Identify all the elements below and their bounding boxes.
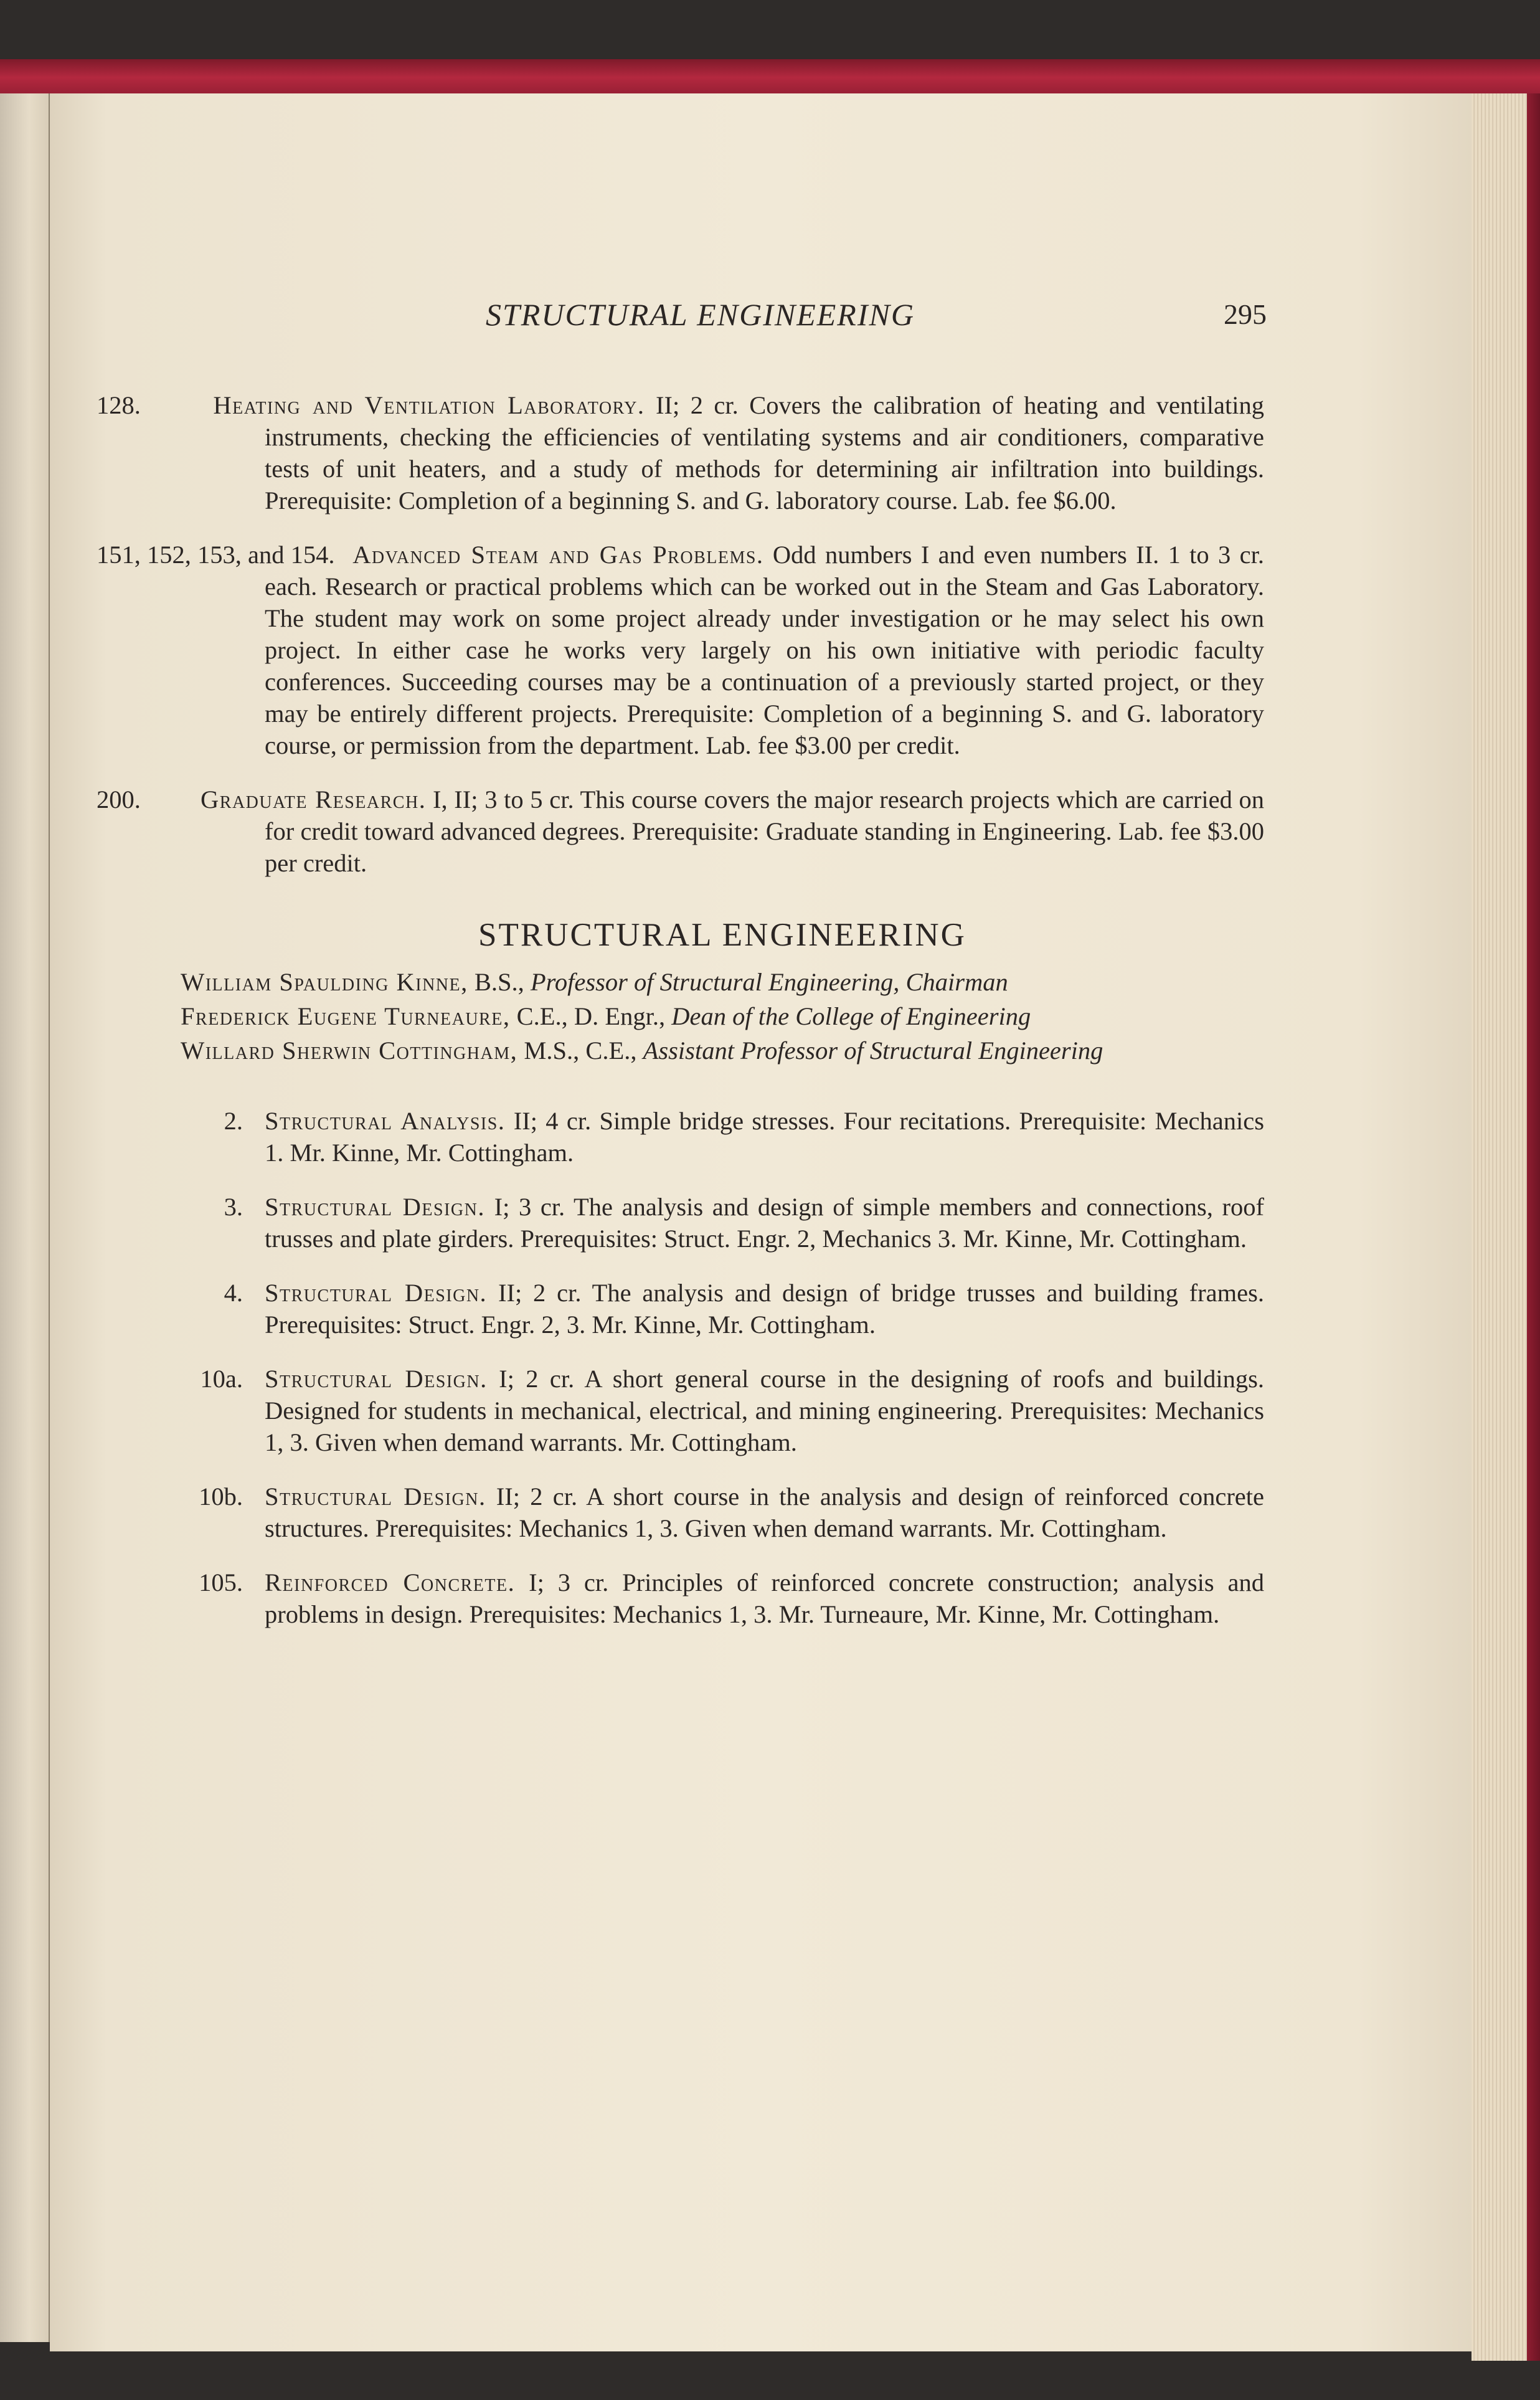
faculty-name: William Spaulding Kinne,	[181, 968, 468, 996]
faculty-name: Willard Sherwin Cottingham,	[181, 1036, 518, 1065]
page-content	[97, 389, 1265, 1653]
section-heading: STRUCTURAL ENGINEERING	[478, 917, 966, 953]
course-description: Odd numbers I and even numbers II. 1 to 3 cr. each. Research or practical problems which can be worked out in the Steam and Gas Laboratory. The student may work on some project already under investigation or he may select his own project. In either case he works very largely on his own initiative with periodic faculty conferences. Succeeding courses may be a continuation of a previously started project, or they may be entirely different projects. Prerequisite: Completion of a beginning S. and G. laboratory course, or permission from the department. Lab. fee $3.00 per credit.	[265, 541, 1264, 759]
course-name: Reinforced Concrete.	[265, 1568, 516, 1596]
faculty-degrees: M.S., C.E.,	[517, 1036, 643, 1065]
faculty-title: Professor of Structural Engineering, Chairman	[530, 968, 1008, 996]
course-entry-4	[181, 1277, 1264, 1340]
course-description: II; 2 cr. A short course in the analysis and design of reinforced concrete structures. Prerequisites: Mechanics 1, 3. Given when demand warrants. Mr. Cottingham.	[265, 1482, 1265, 1542]
faculty-member	[181, 1035, 1264, 1066]
course-description: I; 3 cr. Principles of reinforced concrete construction; analysis and problems in design. Prerequisites: Mechanics 1, 3. Mr. Turneaure, Mr. Kinne, Mr. Cottingham.	[265, 1568, 1264, 1628]
course-entry-3	[181, 1191, 1264, 1255]
continued-course-list	[97, 389, 1265, 879]
structural-course-list	[181, 1105, 1264, 1630]
faculty-list	[181, 966, 1264, 1066]
faculty-member	[181, 966, 1264, 998]
faculty-title: Dean of the College of Engineering	[671, 1002, 1031, 1030]
course-number: 105.	[199, 1568, 243, 1596]
course-name: Structural Design.	[265, 1482, 486, 1511]
previous-page-edge	[0, 93, 50, 2342]
course-number: 2.	[224, 1107, 243, 1135]
faculty-name: Frederick Eugene Turneaure,	[181, 1002, 511, 1030]
course-description: I; 3 cr. The analysis and design of simple members and connections, roof trusses and plate girders. Prerequisites: Struct. Engr. 2, Mechanics 3. Mr. Kinne, Mr. Cottingham.	[265, 1193, 1264, 1253]
course-entry-10b	[181, 1481, 1264, 1544]
course-number: 151, 152, 153, and 154.	[97, 541, 335, 569]
course-name: Structural Analysis.	[265, 1107, 506, 1135]
running-head	[0, 293, 1540, 336]
course-description: II; 2 cr. The analysis and design of bridge trusses and building frames. Prerequisites: Struct. Engr. 2, 3. Mr. Kinne, Mr. Cottingham.	[265, 1279, 1264, 1339]
course-description: II; 4 cr. Simple bridge stresses. Four recitations. Prerequisite: Mechanics 1. Mr. Kinne, Mr. Cottingham.	[265, 1107, 1264, 1167]
course-name: Structural Design.	[265, 1279, 488, 1307]
page-number: 295	[1224, 298, 1267, 330]
course-entry-2	[181, 1105, 1264, 1169]
course-description: I; 2 cr. A short general course in the designing of roofs and buildings. Designed for students in mechanical, electrical, and mining engineering. Prerequisites: Mechanics 1, 3. Given when demand warrants. Mr. Cottingham.	[265, 1365, 1264, 1456]
course-name: Structural Design.	[265, 1193, 485, 1221]
faculty-degrees: C.E., D. Engr.,	[510, 1002, 672, 1030]
faculty-title: Assistant Professor of Structural Engineering	[643, 1036, 1103, 1065]
faculty-member	[181, 1000, 1264, 1032]
faculty-degrees: B.S.,	[468, 968, 531, 996]
course-number: 10b.	[199, 1482, 243, 1511]
running-title: STRUCTURAL ENGINEERING	[486, 297, 915, 332]
course-name: Advanced Steam and Gas Problems.	[352, 541, 764, 569]
course-name: Heating and Ventilation Laboratory.	[213, 391, 645, 419]
course-entry-151-154	[97, 539, 1264, 761]
course-description: I, II; 3 to 5 cr. This course covers the major research projects which are carried on for credit toward advanced degrees. Prerequisite: Graduate standing in Engineering. Lab. fee $3.00 per credit.	[265, 785, 1265, 877]
course-entry-200	[181, 784, 1264, 879]
course-name: Structural Design.	[265, 1365, 488, 1393]
course-entry-128	[181, 389, 1264, 516]
course-number: 3.	[224, 1193, 243, 1221]
course-description: II; 2 cr. Covers the calibration of heating and ventilating instruments, checking the efficiencies of ventilating systems and air conditioners, comparative tests of unit heaters, and a study of methods for determining air infiltration into buildings. Prerequisite: Completion of a beginning S. and G. laboratory course. Lab. fee $6.00.	[265, 391, 1264, 515]
course-entry-105	[181, 1567, 1264, 1630]
course-number: 4.	[224, 1279, 243, 1307]
course-number: 10a.	[200, 1365, 243, 1393]
book-cover-right	[1527, 93, 1540, 2361]
course-entry-10a	[181, 1363, 1264, 1458]
course-name: Graduate Research.	[201, 785, 427, 813]
